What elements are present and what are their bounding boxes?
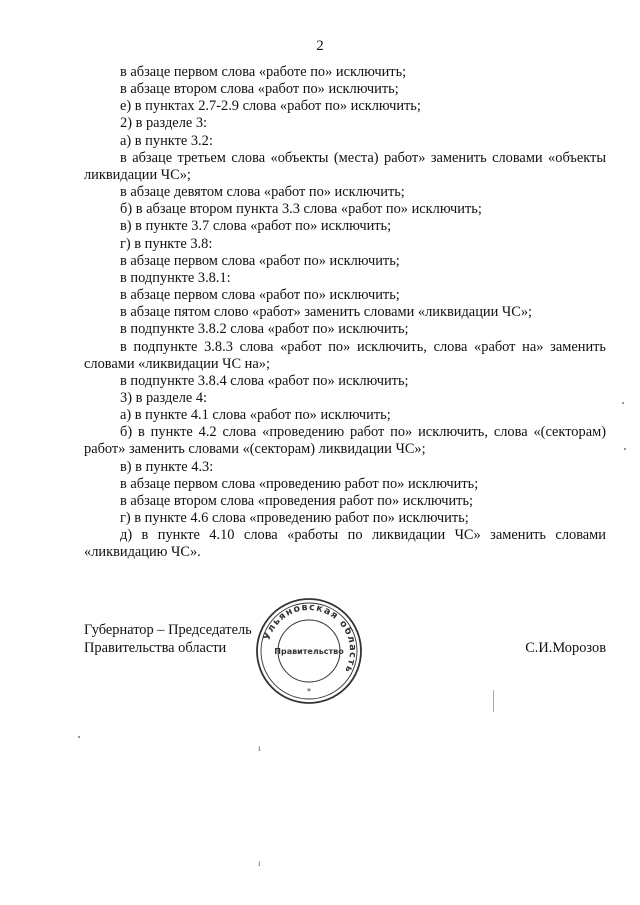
paragraph: в абзаце пятом слово «работ» заменить словами «ликвидации ЧС»;	[120, 304, 533, 321]
paragraph: е) в пунктах 2.7-2.9 слова «работ по» исключить;	[120, 98, 421, 115]
paragraph: в абзаце первом слова «проведению работ по» исключить;	[120, 475, 479, 492]
paragraph: в абзаце девятом слова «работ по» исключить;	[120, 184, 405, 201]
scan-mark: ı	[258, 858, 261, 868]
signatory-title-line-1: Губернатор – Председатель	[84, 622, 252, 638]
paragraph: в) в пункте 3.7 слова «работ по» исключить;	[120, 218, 392, 235]
document-body	[84, 64, 606, 562]
paragraph: а) в пункте 3.2:	[120, 132, 213, 149]
scan-speck	[624, 448, 626, 450]
paragraph: в абзаце втором слова «проведения работ по» исключить;	[120, 492, 474, 509]
paragraph: а) в пункте 4.1 слова «работ по» исключить;	[120, 407, 391, 424]
paragraph: 3) в разделе 4:	[120, 389, 208, 406]
signatory-title-line-2: Правительства области	[84, 640, 227, 656]
svg-text:Правительство: Правительство	[274, 647, 344, 656]
scan-mark: ı	[258, 743, 261, 753]
paragraph: в подпункте 3.8.2 слова «работ по» исключить;	[120, 321, 409, 338]
paragraph: б) в абзаце втором пункта 3.3 слова «работ по» исключить;	[120, 201, 482, 218]
paragraph: в подпункте 3.8.4 слова «работ по» исключить;	[120, 372, 409, 389]
page-number: 2	[316, 38, 324, 54]
scan-speck	[622, 402, 624, 404]
signatory-name: С.И.Морозов	[525, 640, 606, 656]
official-seal-stamp	[254, 596, 364, 706]
paragraph: б) в пункте 4.2 слова «проведению работ по» исключить, слова «(секторам) работ» заменить словами «(секторам) ликвидации ЧС»;	[84, 424, 606, 458]
scan-speck	[493, 690, 494, 712]
paragraph: в) в пункте 4.3:	[120, 458, 214, 475]
paragraph: г) в пункте 3.8:	[120, 235, 213, 252]
paragraph: в абзаце третьем слова «объекты (места) работ» заменить словами «объекты ликвидации ЧС»;	[84, 149, 606, 183]
paragraph: в подпункте 3.8.3 слова «работ по» исключить, слова «работ на» заменить словами «ликвидации ЧС на»;	[84, 338, 606, 372]
paragraph: в абзаце первом слова «работ по» исключить;	[120, 252, 400, 269]
svg-text:*: *	[307, 687, 311, 696]
paragraph: 2) в разделе 3:	[120, 115, 208, 132]
paragraph: в подпункте 3.8.1:	[120, 269, 231, 286]
paragraph: в абзаце первом слова «работ по» исключить;	[120, 287, 400, 304]
scan-speck	[78, 736, 80, 738]
svg-text:Ульяновская область: Ульяновская область	[261, 601, 359, 676]
paragraph: д) в пункте 4.10 слова «работы по ликвидации ЧС» заменить словами «ликвидацию ЧС».	[84, 527, 606, 561]
paragraph: г) в пункте 4.6 слова «проведению работ по» исключить;	[120, 510, 469, 527]
paragraph: в абзаце первом слова «работе по» исключить;	[120, 64, 407, 80]
paragraph: в абзаце втором слова «работ по» исключить;	[120, 81, 399, 98]
